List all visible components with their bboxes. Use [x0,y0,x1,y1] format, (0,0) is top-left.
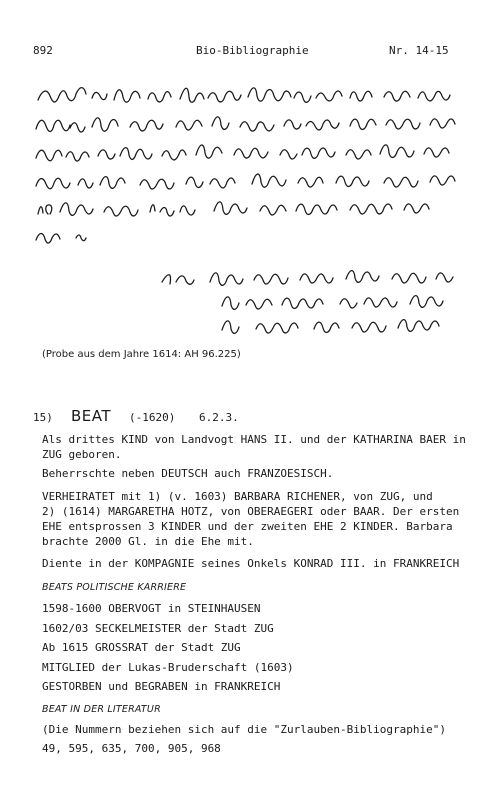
handwriting-sample-image [0,0,504,345]
origin-line-2: ZUG geboren. [42,448,122,461]
languages-text: Beherrschte neben DEUTSCH auch FRANZOESISCH. [42,467,334,480]
manuscript-caption: (Probe aus dem Jahre 1614: AH 96.225) [42,349,241,360]
entry-name: BEAT [71,407,112,425]
entry-heading [33,407,239,425]
marriage-line-3: EHE entsprossen 3 KINDER und der zweiten EHE 2 KINDER. Barbara [42,520,453,533]
marriage-line-2: 2) (1614) MARGARETHA HOTZ, von OBERAEGERI oder BAAR. Der ersten [42,505,460,518]
running-title: Bio-Bibliographie [196,44,309,57]
entry-years: (-1620) [129,411,176,424]
entry-number: 15) [33,411,53,424]
career-item: 1598-1600 OBERVOGT in STEINHAUSEN [42,602,261,615]
membership-text: MITGLIED der Lukas-Bruderschaft (1603) [42,661,294,674]
marriage-line-1: VERHEIRATET mit 1) (v. 1603) BARBARA RICHENER, von ZUG, und [42,490,433,503]
page-number: 892 [33,44,53,57]
origin-line-1: Als drittes KIND von Landvogt HANS II. und der KATHARINA BAER in [42,433,466,446]
career-item: 1602/03 SECKELMEISTER der Stadt ZUG [42,622,274,635]
literature-numbers: 49, 595, 635, 700, 905, 968 [42,742,221,755]
literature-note: (Die Nummern beziehen sich auf die "Zurlauben-Bibliographie") [42,723,446,736]
service-text: Diente in der KOMPAGNIE seines Onkels KONRAD III. in FRANKREICH [42,557,460,570]
marriage-line-4: brachte 2000 Gl. in die Ehe mit. [42,535,254,548]
section-range: Nr. 14-15 [389,44,449,57]
literature-heading: BEAT IN DER LITERATUR [42,704,161,715]
death-text: GESTORBEN und BEGRABEN in FRANKREICH [42,680,281,693]
entry-code: 6.2.3. [199,411,239,424]
career-heading: BEATS POLITISCHE KARRIERE [42,582,187,593]
career-item: Ab 1615 GROSSRAT der Stadt ZUG [42,641,241,654]
